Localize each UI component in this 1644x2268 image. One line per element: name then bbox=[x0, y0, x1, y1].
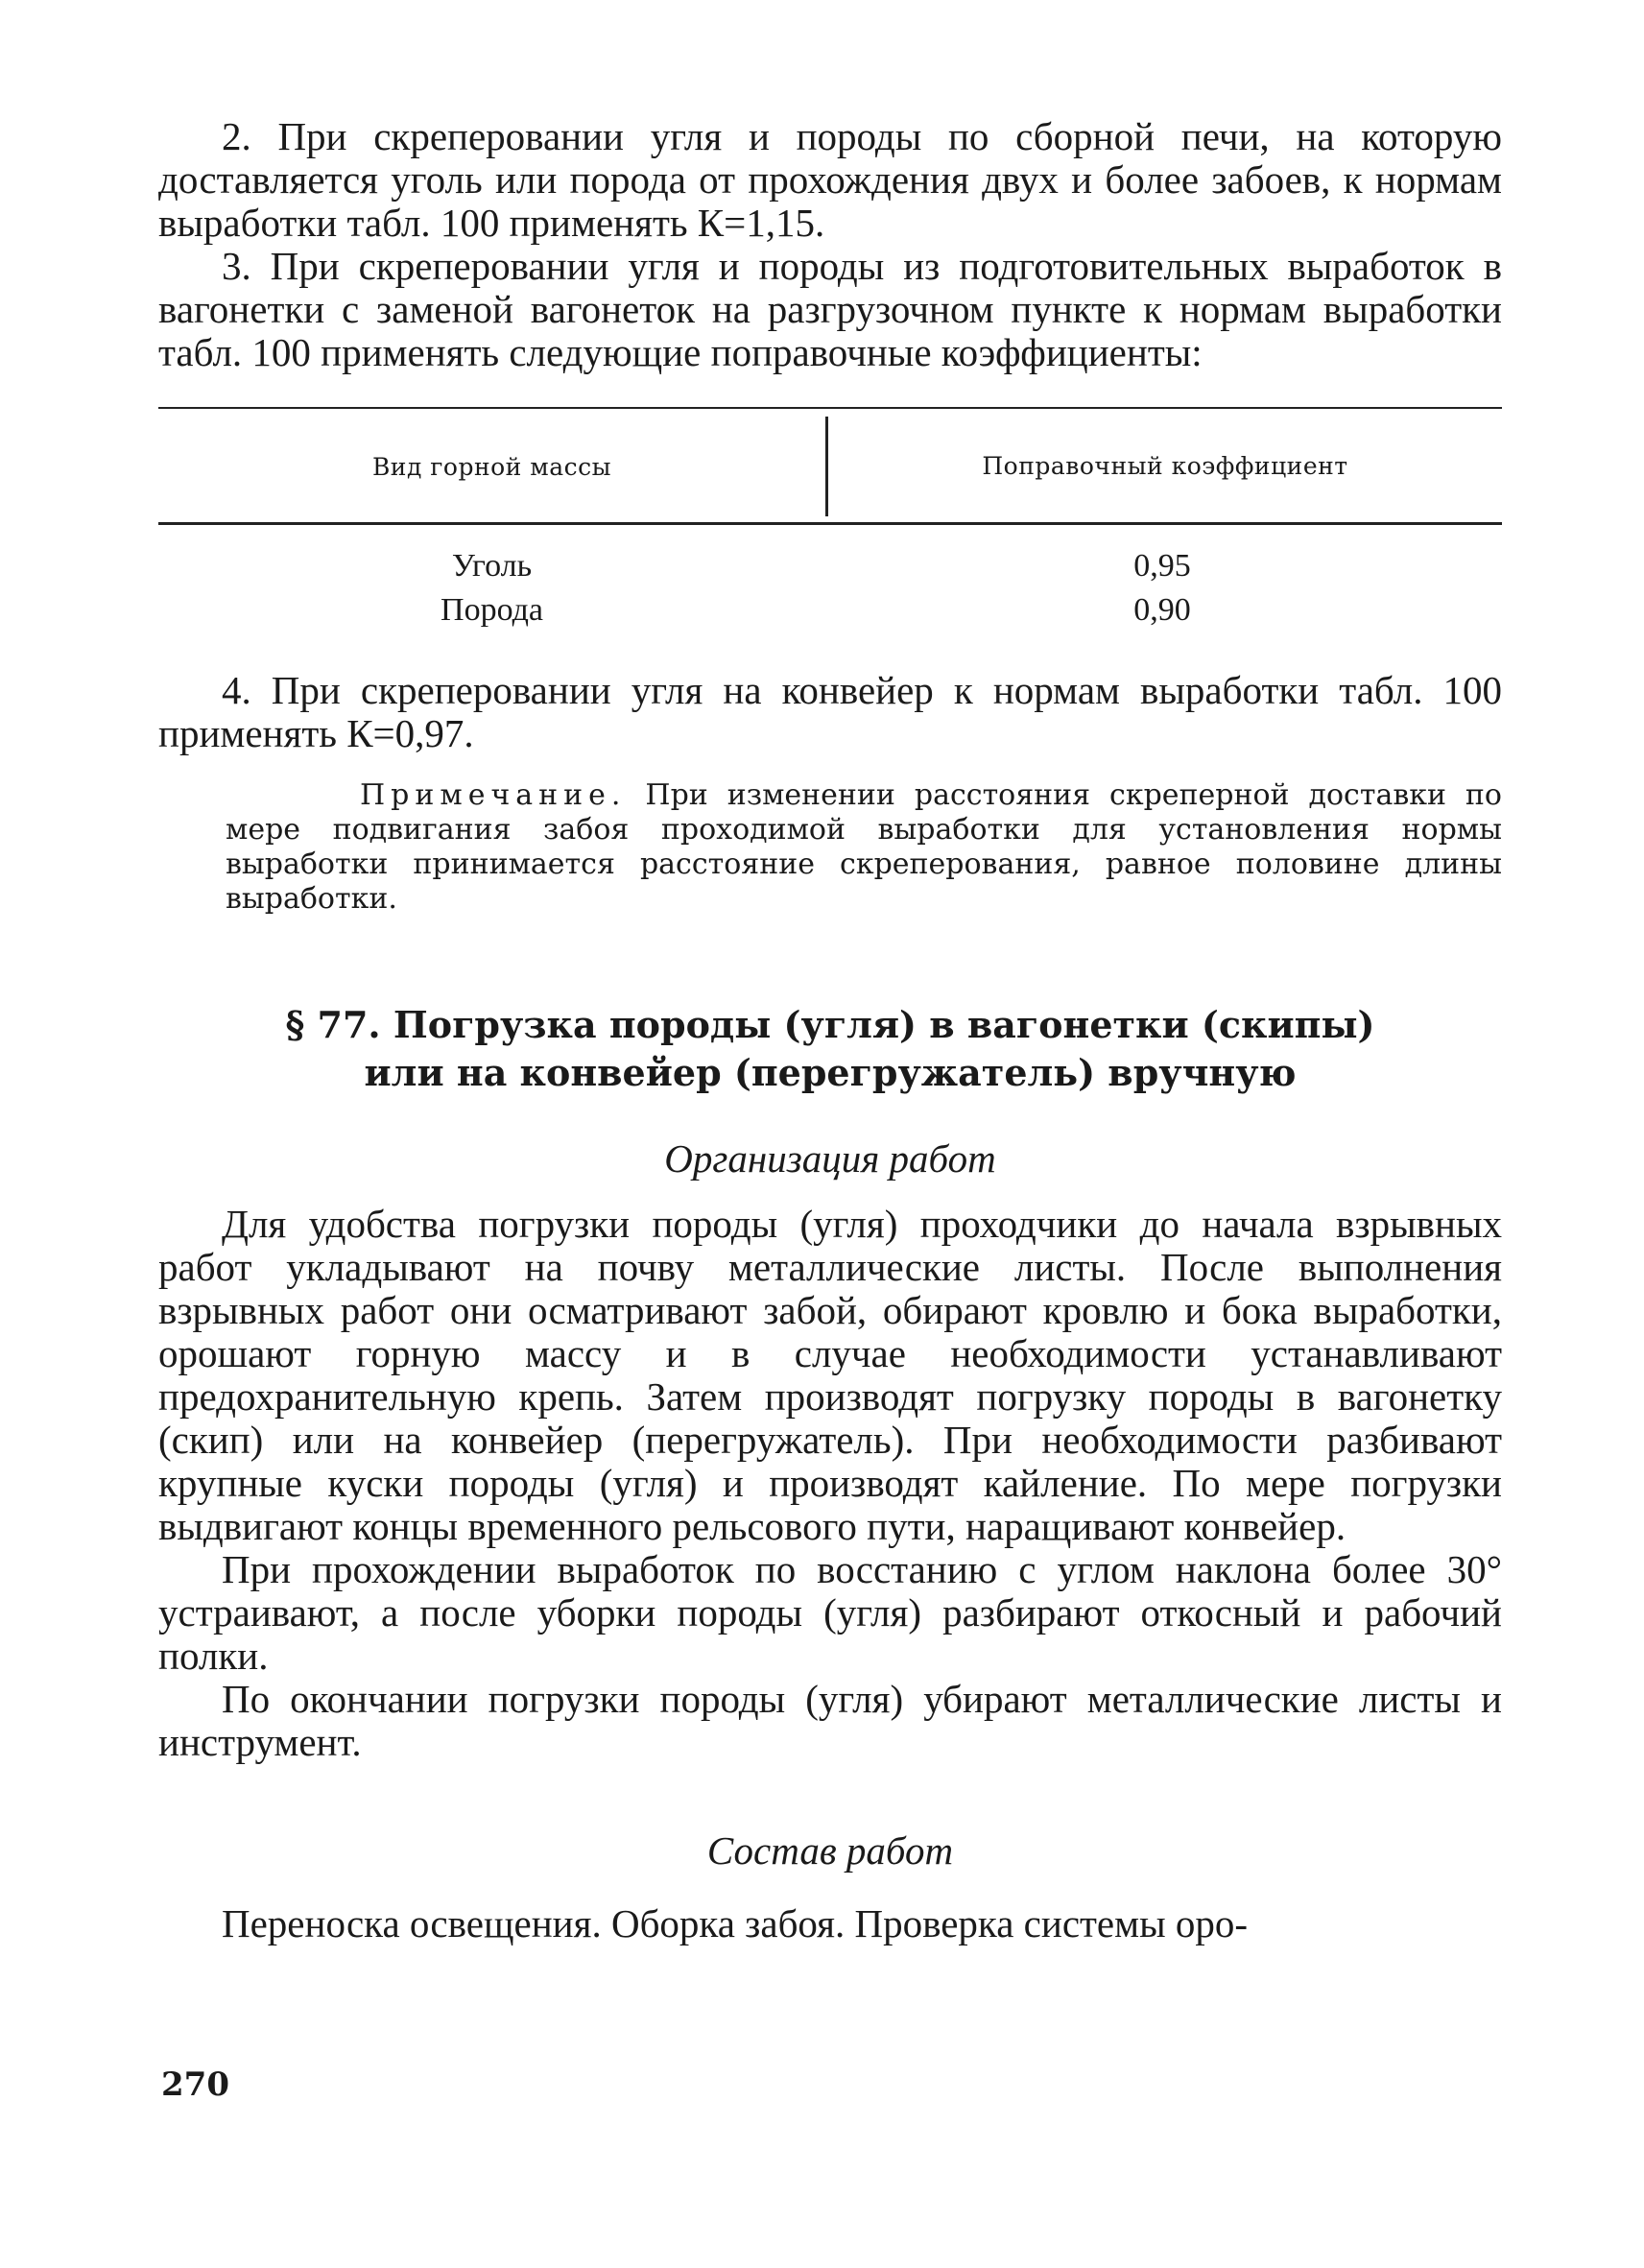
page-number: 270 bbox=[161, 2065, 229, 2104]
note bbox=[226, 778, 1502, 917]
org-paragraph-1: Для удобства погрузки породы (угля) проходчики до начала взрывных работ укладывают на почву металлические листы. После выполнения взрывных работ они осматривают забой, обирают кровлю и бока выработки, орошают горную массу и в случае необходимости устанавливают предохранительную крепь. Затем производят погрузку породы в вагонетку (скип) или на конвейер (перегружатель). При необходимости разбивают крупные куски породы (угля) и производят кайление. По мере погрузки выдвигают концы временного рельсового пути, наращивают конвейер. bbox=[158, 1202, 1502, 1548]
note-text: При изменении расстояния скреперной доставки по мере подвигания забоя проходимой выработки для установления нормы выработки принимается расстояние скреперования, равное половине длины выработки. bbox=[226, 778, 1502, 916]
table-cell-mass: Порода bbox=[441, 592, 543, 628]
table-row bbox=[158, 544, 1502, 588]
table-header-coefficient: Поправочный коэффициент bbox=[982, 451, 1348, 480]
org-paragraph-2: При прохождении выработок по восстанию с углом наклона более 30° устраивают, а после уборки породы (угля) разбирают откосный и рабочий полки. bbox=[158, 1547, 1502, 1678]
subheading-organization: Организация работ bbox=[664, 1136, 996, 1181]
paragraph-2: 2. При скреперовании угля и породы по сборной печи, на которую доставляется уголь или порода от прохождения двух и более забоев, к нормам выработки табл. 100 применять К=1,15. bbox=[158, 114, 1502, 245]
paragraph-4: 4. При скреперовании угля на конвейер к нормам выработки табл. 100 применять К=0,97. bbox=[158, 668, 1502, 755]
table-header bbox=[158, 409, 1502, 525]
page-content bbox=[158, 115, 1502, 1946]
coefficient-table bbox=[158, 407, 1502, 633]
table-row bbox=[158, 588, 1502, 633]
org-paragraph-3: По окончании погрузки породы (угля) убирают металлические листы и инструмент. bbox=[158, 1677, 1502, 1764]
paragraph-3: 3. При скреперовании угля и породы из подготовительных выработок в вагонетки с заменой вагонеток на разгрузочном пункте к нормам выработки табл. 100 применять следующие поправочные коэффициенты: bbox=[158, 244, 1502, 374]
subheading-composition: Состав работ bbox=[706, 1828, 954, 1873]
section-heading bbox=[158, 1001, 1502, 1097]
note-label: Примечание. bbox=[360, 778, 627, 812]
section-heading-line2: или на конвейер (перегружатель) вручную bbox=[364, 1051, 1297, 1094]
table-header-mass-type: Вид горной массы bbox=[158, 417, 828, 516]
table-cell-coefficient: 0,95 bbox=[1133, 548, 1191, 584]
table-cell-mass: Уголь bbox=[451, 548, 533, 584]
table-cell-coefficient: 0,90 bbox=[1133, 592, 1191, 628]
section-heading-line1: § 77. Погрузка породы (угля) в вагонетки (скипы) bbox=[285, 1003, 1375, 1046]
composition-paragraph: Переноска освещения. Оборка забоя. Проверка системы оро- bbox=[222, 1901, 1249, 1946]
table-body bbox=[158, 525, 1502, 633]
